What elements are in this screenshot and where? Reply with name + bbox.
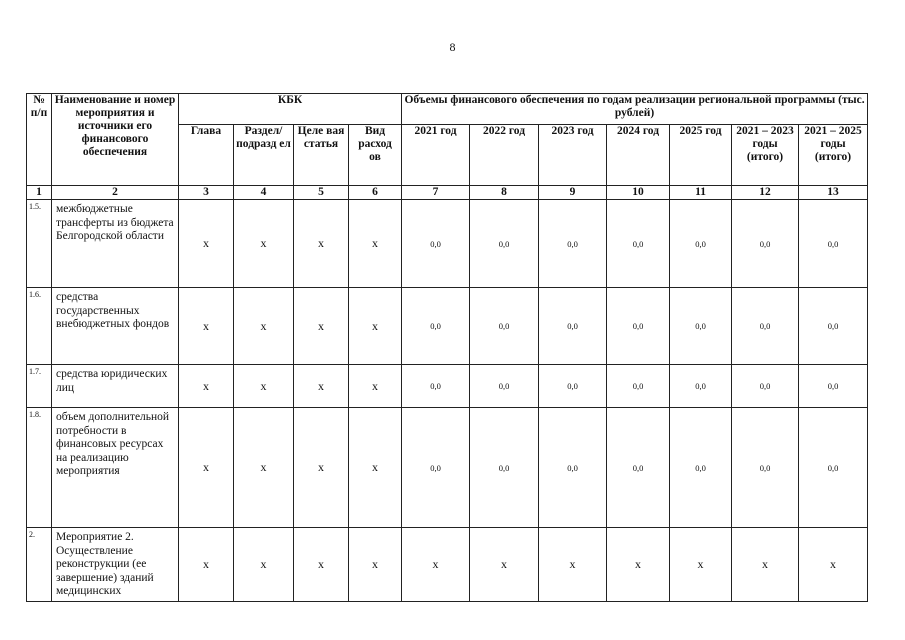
value-cell: 0,0: [539, 365, 607, 408]
value-cell: 0,0: [470, 200, 539, 288]
kbk-cell: х: [294, 365, 349, 408]
table-row: [27, 408, 868, 528]
value-cell: х: [670, 528, 732, 602]
column-number: 5: [294, 186, 349, 200]
table-row: [27, 528, 868, 602]
kbk-cell: х: [294, 408, 349, 528]
value-cell: 0,0: [799, 200, 868, 288]
value-cell: 0,0: [470, 408, 539, 528]
column-number: 7: [402, 186, 470, 200]
header-kbk-col: Раздел/ подразд ел: [234, 125, 294, 186]
kbk-cell: х: [179, 365, 234, 408]
value-cell: 0,0: [402, 408, 470, 528]
column-number: 13: [799, 186, 868, 200]
kbk-cell: х: [234, 200, 294, 288]
row-number: 1.5.: [27, 200, 52, 288]
row-name: Мероприятие 2. Осуществление реконструкции (ее завершение) зданий медицинских: [52, 528, 179, 602]
kbk-cell: х: [349, 200, 402, 288]
kbk-cell: х: [349, 528, 402, 602]
kbk-cell: х: [349, 365, 402, 408]
row-name: средства государственных внебюджетных фондов: [52, 288, 179, 365]
header-year-col: 2021 – 2023 годы (итого): [732, 125, 799, 186]
value-cell: 0,0: [670, 408, 732, 528]
row-number: 2.: [27, 528, 52, 602]
header-col-no: № п/п: [27, 94, 52, 186]
value-cell: 0,0: [539, 288, 607, 365]
value-cell: 0,0: [607, 288, 670, 365]
kbk-cell: х: [349, 408, 402, 528]
table-row: [27, 365, 868, 408]
value-cell: 0,0: [607, 200, 670, 288]
kbk-cell: х: [294, 200, 349, 288]
kbk-cell: х: [179, 408, 234, 528]
value-cell: 0,0: [799, 288, 868, 365]
row-number: 1.6.: [27, 288, 52, 365]
value-cell: 0,0: [732, 408, 799, 528]
column-number: 12: [732, 186, 799, 200]
page-number: 8: [449, 40, 456, 54]
column-number: 6: [349, 186, 402, 200]
value-cell: 0,0: [670, 365, 732, 408]
value-cell: х: [732, 528, 799, 602]
header-year-col: 2023 год: [539, 125, 607, 186]
column-number: 3: [179, 186, 234, 200]
column-number: 8: [470, 186, 539, 200]
value-cell: 0,0: [799, 408, 868, 528]
column-number: 2: [52, 186, 179, 200]
header-col-name: Наименование и номер мероприятия и источники его финансового обеспечения: [52, 94, 179, 186]
kbk-cell: х: [234, 288, 294, 365]
header-kbk-col: Вид расход ов: [349, 125, 402, 186]
kbk-cell: х: [234, 408, 294, 528]
funding-table: [26, 93, 868, 602]
header-year-col: 2024 год: [607, 125, 670, 186]
column-number: 4: [234, 186, 294, 200]
value-cell: 0,0: [470, 365, 539, 408]
value-cell: х: [539, 528, 607, 602]
column-number: 10: [607, 186, 670, 200]
column-number: 9: [539, 186, 607, 200]
kbk-cell: х: [179, 200, 234, 288]
value-cell: 0,0: [732, 365, 799, 408]
row-name: объем дополнительной потребности в финансовых ресурсах на реализацию мероприятия: [52, 408, 179, 528]
value-cell: х: [402, 528, 470, 602]
kbk-cell: х: [294, 288, 349, 365]
header-funding: Объемы финансового обеспечения по годам реализации региональной программы (тыс. рублей): [402, 94, 868, 125]
kbk-cell: х: [179, 528, 234, 602]
value-cell: 0,0: [402, 288, 470, 365]
row-number: 1.8.: [27, 408, 52, 528]
header-row-top: [27, 94, 868, 125]
header-year-col: 2021 год: [402, 125, 470, 186]
table-row: [27, 288, 868, 365]
column-number-row: [27, 186, 868, 200]
header-kbk-col: Глава: [179, 125, 234, 186]
table-row: [27, 200, 868, 288]
header-year-col: 2021 – 2025 годы (итого): [799, 125, 868, 186]
value-cell: 0,0: [470, 288, 539, 365]
row-number: 1.7.: [27, 365, 52, 408]
row-name: межбюджетные трансферты из бюджета Белгородской области: [52, 200, 179, 288]
column-number: 1: [27, 186, 52, 200]
kbk-cell: х: [234, 365, 294, 408]
value-cell: 0,0: [607, 408, 670, 528]
kbk-cell: х: [179, 288, 234, 365]
value-cell: 0,0: [402, 200, 470, 288]
value-cell: 0,0: [539, 200, 607, 288]
value-cell: 0,0: [539, 408, 607, 528]
value-cell: х: [799, 528, 868, 602]
value-cell: 0,0: [799, 365, 868, 408]
value-cell: 0,0: [670, 200, 732, 288]
kbk-cell: х: [294, 528, 349, 602]
value-cell: х: [607, 528, 670, 602]
kbk-cell: х: [349, 288, 402, 365]
header-year-col: 2025 год: [670, 125, 732, 186]
header-kbk-col: Целе вая статья: [294, 125, 349, 186]
value-cell: 0,0: [732, 200, 799, 288]
value-cell: х: [470, 528, 539, 602]
value-cell: 0,0: [607, 365, 670, 408]
value-cell: 0,0: [670, 288, 732, 365]
kbk-cell: х: [234, 528, 294, 602]
header-kbk: КБК: [179, 94, 402, 125]
row-name: средства юридических лиц: [52, 365, 179, 408]
value-cell: 0,0: [732, 288, 799, 365]
header-year-col: 2022 год: [470, 125, 539, 186]
column-number: 11: [670, 186, 732, 200]
value-cell: 0,0: [402, 365, 470, 408]
